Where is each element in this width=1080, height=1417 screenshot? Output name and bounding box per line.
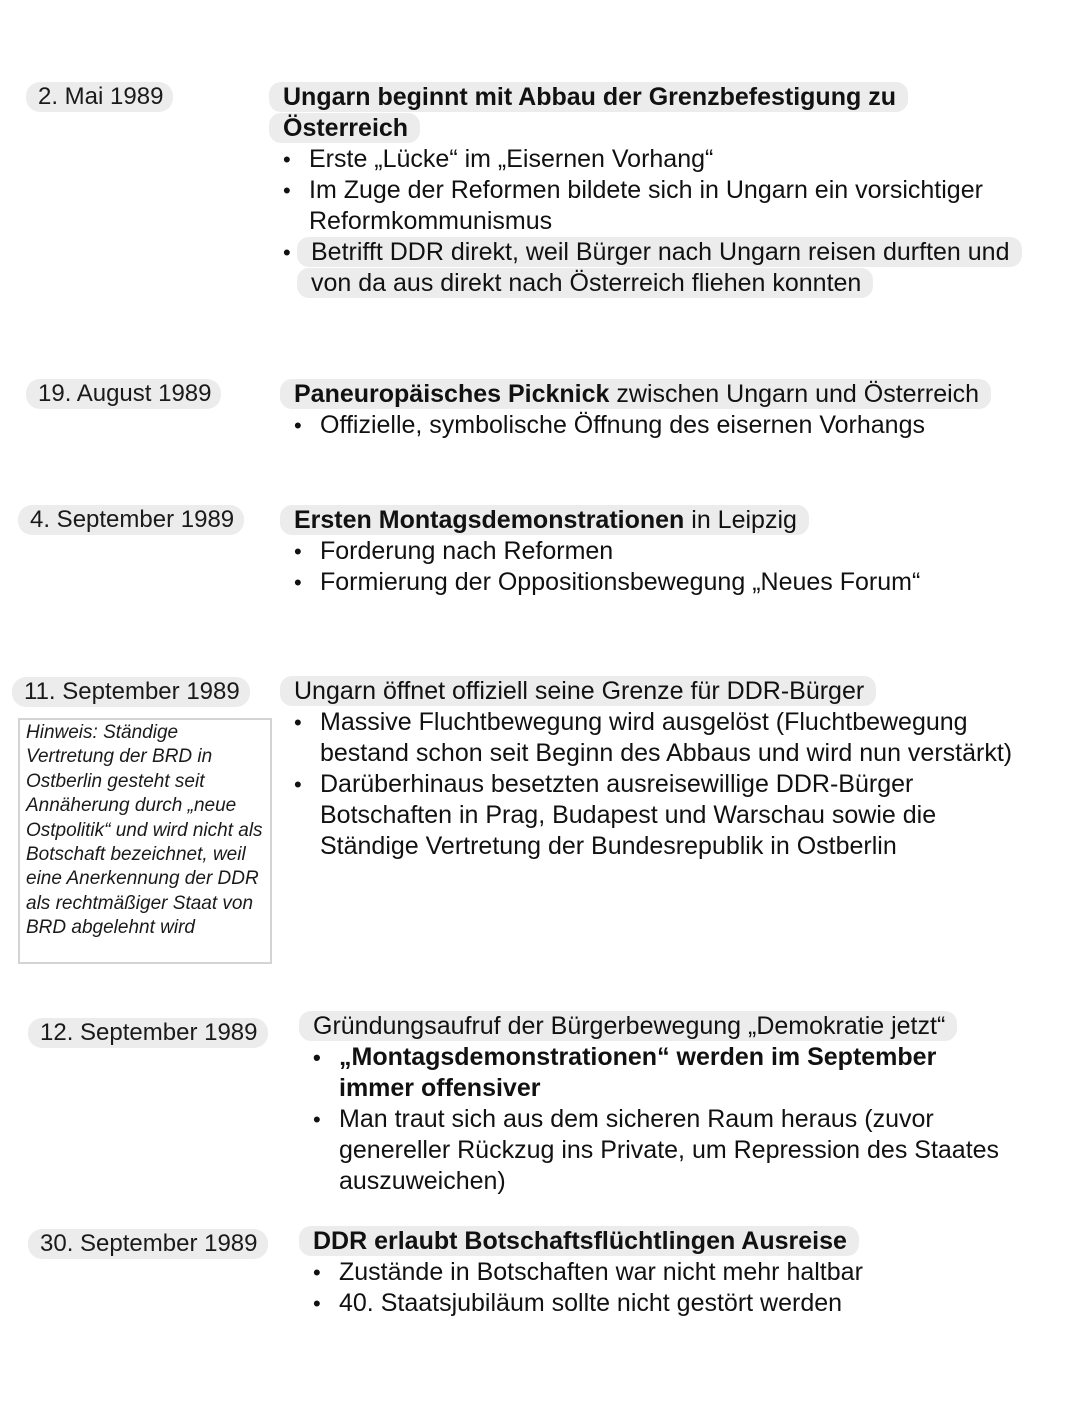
list-item: • Darüberhinaus besetzten ausreisewillige DDR-Bürger Botschaften in Prag, Budapest und Warschau sowie die Ständige Vertretung der Bundesrepublik in Ostberlin — [294, 769, 1014, 862]
list-item: • „Montagsdemonstrationen“ werden im September immer offensiver — [313, 1042, 1013, 1104]
event-date: 2. Mai 1989 — [26, 82, 173, 112]
event-date: 30. September 1989 — [28, 1229, 268, 1259]
note-box: Hinweis: Ständige Vertretung der BRD in Ostberlin gesteht seit Annäherung durch „neue Ostpolitik“ und wird nicht als Botschaft bezeichnet, weil eine Anerkennung der DDR als rechtmäßiger Staat von BRD abgelehnt wird — [18, 718, 272, 964]
event-4-content — [294, 676, 1014, 862]
list-item: • Man traut sich aus dem sicheren Raum heraus (zuvor genereller Rückzug ins Private, um Repression des Staates auszuweichen) — [313, 1104, 1013, 1197]
list-item: • Im Zuge der Reformen bildete sich in Ungarn ein vorsichtiger Reformkommunismus — [283, 175, 1023, 237]
event-bullets — [313, 1042, 1013, 1197]
event-bullets — [294, 410, 1054, 441]
list-item: • Formierung der Oppositionsbewegung „Neues Forum“ — [294, 567, 1054, 598]
event-bullets — [313, 1257, 1013, 1319]
event-title: Paneuropäisches Picknick zwischen Ungarn und Österreich — [294, 379, 1054, 410]
list-item: • Erste „Lücke“ im „Eisernen Vorhang“ — [283, 144, 1023, 175]
list-item: • 40. Staatsjubiläum sollte nicht gestört werden — [313, 1288, 1013, 1319]
event-bullets — [294, 707, 1014, 862]
event-date: 12. September 1989 — [28, 1018, 268, 1048]
event-date: 19. August 1989 — [26, 379, 221, 409]
event-1-content — [283, 82, 1023, 299]
event-6-content — [313, 1226, 1013, 1319]
list-item: • Forderung nach Reformen — [294, 536, 1054, 567]
event-3-content — [294, 505, 1054, 598]
event-title: Ungarn öffnet offiziell seine Grenze für DDR-Bürger — [294, 676, 1014, 707]
event-title: Ersten Montagsdemonstrationen in Leipzig — [294, 505, 1054, 536]
event-title: Ungarn beginnt mit Abbau der Grenzbefestigung zu Österreich — [283, 82, 1023, 144]
event-2-content — [294, 379, 1054, 441]
list-item: • Zustände in Botschaften war nicht mehr haltbar — [313, 1257, 1013, 1288]
list-item: • Betrifft DDR direkt, weil Bürger nach Ungarn reisen durften und von da aus direkt nach Österreich fliehen konnten — [283, 237, 1023, 299]
event-title: Gründungsaufruf der Bürgerbewegung „Demokratie jetzt“ — [313, 1011, 1013, 1042]
event-bullets — [283, 144, 1023, 299]
event-5-content — [313, 1011, 1013, 1197]
event-date: 11. September 1989 — [12, 677, 250, 707]
event-date: 4. September 1989 — [18, 505, 244, 535]
event-bullets — [294, 536, 1054, 598]
list-item: • Offizielle, symbolische Öffnung des eisernen Vorhangs — [294, 410, 1054, 441]
event-title: DDR erlaubt Botschaftsflüchtlingen Ausreise — [313, 1226, 1013, 1257]
list-item: • Massive Fluchtbewegung wird ausgelöst (Fluchtbewegung bestand schon seit Beginn des Abbaus und wird nun verstärkt) — [294, 707, 1014, 769]
